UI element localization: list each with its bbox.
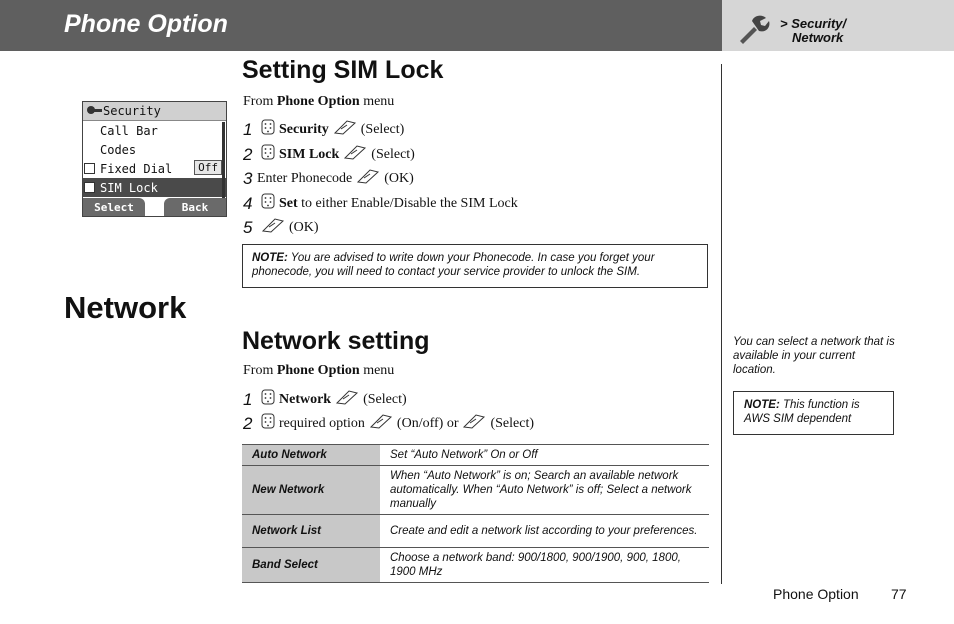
phone-item-label: SIM Lock [100,180,158,195]
sim-step-4 [243,193,518,214]
sim-step-5 [243,217,319,238]
sidebar-tip: You can select a network that is available in your current location. [733,336,895,376]
sim-step-3 [243,168,414,189]
option-description: Create and edit a network list according to your preferences. [380,515,709,548]
network-heading: Network [64,290,187,325]
note-text: You are advised to write down your Phonecode. In case you forget your phonecode, you will need to contact your service provider to unlock the SIM. [252,252,655,278]
table-row [242,466,709,515]
network-setting-heading: Network setting [242,327,430,355]
breadcrumb-line-1: > Security/ [780,16,847,31]
phone-item-call-bar [83,121,226,140]
step-text: to either Enable/Disable the SIM Lock [301,195,518,211]
step-bold: Network [279,391,332,407]
option-name: Auto Network [242,445,380,466]
step-bold: SIM Lock [279,146,340,162]
wrench-icon [736,13,772,50]
from-menu: Phone Option [276,363,360,378]
phone-item-sim-lock [83,178,226,197]
softkey-icon [261,217,285,238]
phone-screen-image [82,101,227,217]
option-name: Network List [242,515,380,548]
step-number: 2 [243,413,253,433]
network-step-2 [243,413,534,434]
breadcrumb-line-2: Network [792,30,844,45]
step-after: (Select) [360,121,405,137]
network-options-table [242,444,709,583]
phone-item-label: Fixed Dial [100,161,173,176]
phone-item-codes [83,140,226,159]
phone-scrollbar [222,122,225,198]
step-bold: Set [279,195,298,211]
from-prefix: From [243,94,274,109]
softkey-icon [343,144,367,165]
sim-lock-note [242,244,708,288]
option-name: Band Select [242,548,380,583]
softkey-icon [369,413,393,434]
softkey-back: Back [164,198,226,216]
step-number: 3 [243,168,253,188]
off-badge: Off [194,160,222,175]
step-number: 2 [243,144,253,164]
note-label: NOTE: [744,399,780,411]
from-prefix: From [243,363,274,378]
step-mid: (On/off) or [396,415,459,431]
chapter-title: Phone Option [64,10,228,38]
option-description: Set “Auto Network” On or Off [380,445,709,466]
sidebar-note [733,391,894,435]
keypad-icon [261,119,275,140]
step-after: (Select) [363,391,407,407]
option-description: When “Auto Network” is on; Search an available network automatically. When “Auto Network” is off; Select a network manually [380,466,709,515]
breadcrumb [780,17,846,45]
key-icon [86,104,102,120]
option-name: New Network [242,466,380,515]
keypad-icon [261,413,275,434]
softkey-icon [462,413,486,434]
keypad-icon [261,389,275,410]
sim-lock-heading: Setting SIM Lock [242,56,444,84]
note-text: This function is AWS SIM dependent [744,399,860,425]
checkbox-icon [84,163,95,174]
step-number: 4 [243,193,253,213]
from-suffix: menu [363,94,395,109]
phone-screen-title [83,102,226,121]
phone-softkeys [83,198,226,216]
from-suffix: menu [363,363,395,378]
softkey-icon [335,389,359,410]
keypad-icon [261,193,275,214]
softkey-select: Select [83,198,145,216]
sim-step-1 [243,119,404,140]
page-number: 77 [891,586,907,602]
network-step-1 [243,389,407,410]
table-row [242,515,709,548]
footer-section: Phone Option [773,586,859,602]
note-label: NOTE: [252,252,288,264]
keypad-icon [261,144,275,165]
table-row [242,548,709,583]
phone-item-label: Codes [100,142,137,157]
step-after: (OK) [289,219,319,235]
step-number: 1 [243,389,253,409]
softkey-icon [333,119,357,140]
phone-item-label: Call Bar [100,123,158,138]
softkey-icon [356,168,380,189]
column-divider [721,64,722,584]
phone-title-text: Security [103,104,161,118]
step-text: required option [279,415,365,431]
step-bold: Security [279,121,329,137]
step-after: (OK) [384,170,414,186]
step-after: (Select) [371,146,415,162]
step-number: 5 [243,217,253,237]
sim-step-2 [243,144,415,165]
from-menu: Phone Option [276,94,360,109]
checkbox-icon [84,182,95,193]
sim-lock-from [243,94,394,110]
phone-item-fixed-dial [83,159,226,178]
table-row [242,445,709,466]
step-after: (Select) [490,415,535,431]
network-from [243,363,394,379]
option-description: Choose a network band: 900/1800, 900/1900, 900, 1800, 1900 MHz [380,548,709,583]
step-text: Enter Phonecode [257,170,353,186]
step-number: 1 [243,119,253,139]
